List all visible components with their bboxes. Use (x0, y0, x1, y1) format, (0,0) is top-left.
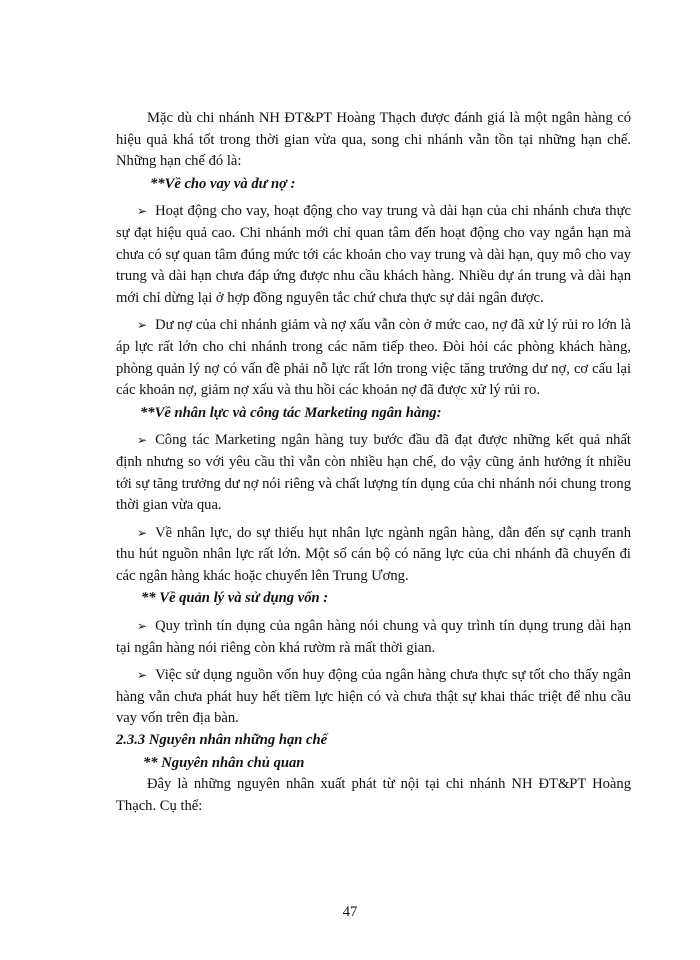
bullet-paragraph (116, 665, 631, 730)
heading-lending-debt: **Về cho vay và dư nợ : (150, 175, 296, 192)
heading-hr-marketing: **Về nhân lực và công tác Marketing ngân hàng: (140, 404, 442, 421)
causes-paragraph: Đây là những nguyên nhân xuất phát từ nội tại chi nhánh NH ĐT&PT Hoàng Thạch. Cụ thể: (116, 776, 631, 814)
bullet-paragraph (116, 616, 631, 659)
section-title: 2.3.3 Nguyên nhân những hạn chế (116, 732, 328, 749)
arrow-bullet-icon: ➢ (137, 619, 148, 634)
intro-paragraph: Mặc dù chi nhánh NH ĐT&PT Hoàng Thạch được đánh giá là một ngân hàng có hiệu quả khá tốt trong thời gian vừa qua, song chi nhánh vẫn tồn tại những hạn chế. Những hạn chế đó là: (116, 110, 631, 170)
bullet-text: Công tác Marketing ngân hàng tuy bước đầu đã đạt được những kết quả nhất định nhưng so với yêu cầu thì vẫn còn nhiều hạn chế, do vậy cũng ảnh hưởng ít nhiều tới sự tăng trưởng dư nợ nói riêng và chất lượng tín dụng của chi nhánh nói chung trong thời gian vừa qua. (116, 432, 631, 514)
bullet-paragraph (116, 430, 631, 516)
heading-subjective-causes: ** Nguyên nhân chủ quan (143, 754, 305, 771)
page-number: 47 (342, 904, 358, 920)
bullet-text: Việc sử dụng nguồn vốn huy động của ngân hàng chưa thực sự tốt cho thấy ngân hàng vẫn chưa phát huy hết tiềm lực hiện có và chưa thật sự khai thác triệt để nhu cầu vay vốn trên địa bàn. (116, 667, 631, 727)
arrow-bullet-icon: ➢ (137, 433, 148, 448)
arrow-bullet-icon: ➢ (137, 318, 148, 333)
page-body (116, 108, 631, 817)
bullet-paragraph (116, 201, 631, 309)
bullet-text: Hoạt động cho vay, hoạt động cho vay trung và dài hạn của chi nhánh chưa thực sự đạt hiệu quả cao. Chi nhánh mới chỉ quan tâm đến hoạt động cho vay ngắn hạn mà chưa có sự quan tâm đúng mức tới các khoản cho vay trung và dài hạn, quy mô cho vay trung và dài hạn chưa đáp ứng được nhu cầu khách hàng. Nhiều dự án trung và dài hạn mới chỉ dừng lại ở hợp đồng nguyên tắc chứ chưa thực sự dải ngân được. (116, 203, 631, 306)
arrow-bullet-icon: ➢ (137, 525, 148, 540)
bullet-paragraph (116, 523, 631, 588)
arrow-bullet-icon: ➢ (137, 204, 148, 219)
bullet-text: Dư nợ của chi nhánh giảm và nợ xấu vẫn còn ở mức cao, nợ đã xử lý rủi ro lớn là áp lực rất lớn cho chi nhánh trong các năm tiếp theo. Đòi hỏi các phòng khách hàng, phòng quản lý nợ có vấn đề phải nỗ lực rất lớn trong việc tăng trưởng dư nợ, cơ cấu lại các khoản nợ, giảm nợ xấu và thu hồi các khoản nợ đã được xử lý rủi ro. (116, 317, 631, 399)
bullet-paragraph (116, 315, 631, 401)
heading-capital-management: ** Về quản lý và sử dụng vốn : (141, 590, 329, 607)
bullet-text: Về nhân lực, do sự thiếu hụt nhân lực ngành ngân hàng, dẫn đến sự cạnh tranh thu hút nguồn nhân lực rất lớn. Một số cán bộ có năng lực của chi nhánh đã chuyển đi các ngân hàng khác hoặc chuyển lên Trung Ương. (116, 524, 631, 584)
arrow-bullet-icon: ➢ (137, 668, 148, 683)
bullet-text: Quy trình tín dụng của ngân hàng nói chung và quy trình tín dụng trung dài hạn tại ngân hàng nói riêng còn khá rườm rà mất thời gian. (116, 618, 631, 656)
